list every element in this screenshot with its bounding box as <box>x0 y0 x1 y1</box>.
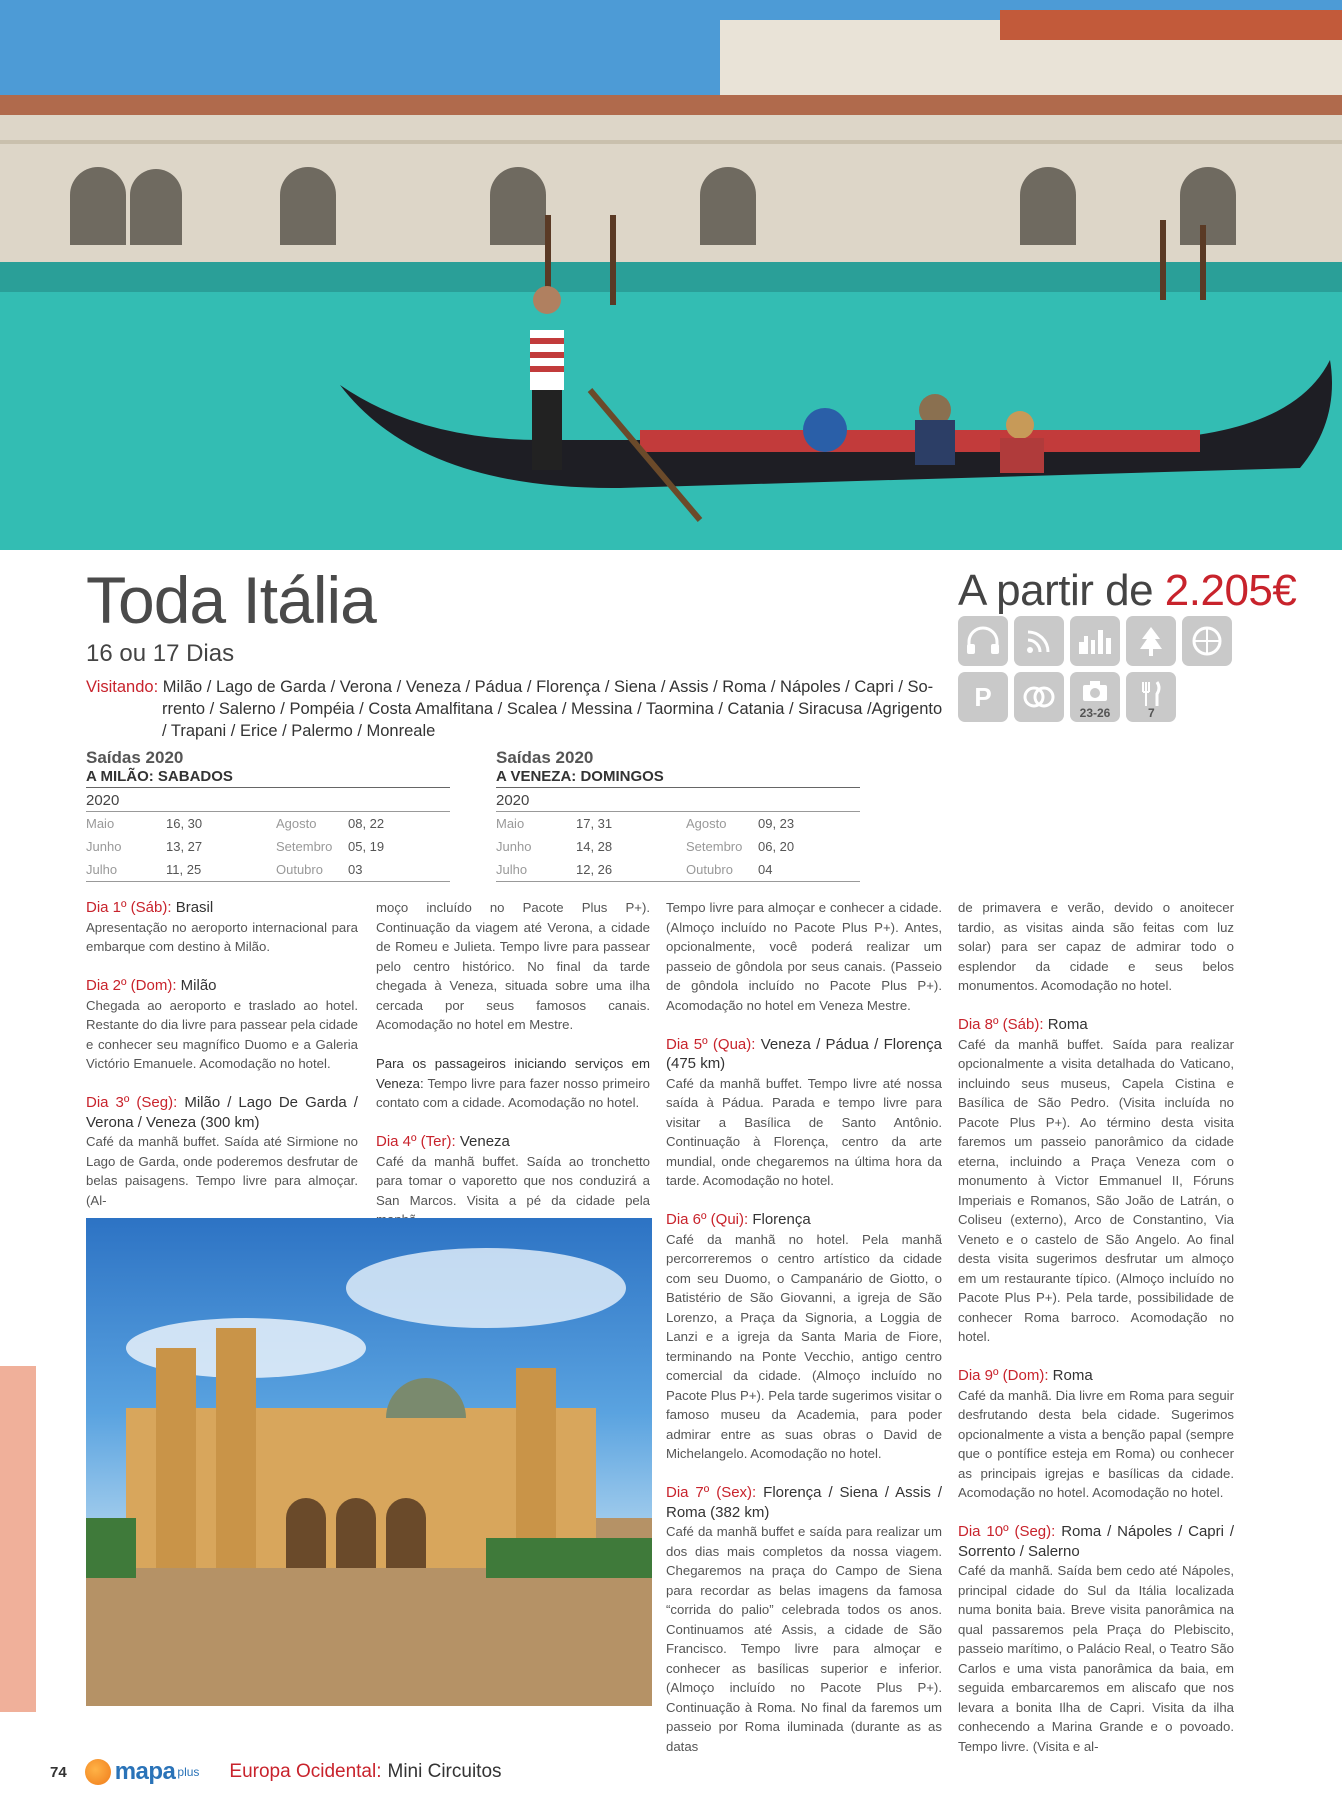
day-7-heading: Dia 7º (Sex): Florença / Siena / Assis / Roma (382 km) <box>666 1484 943 1521</box>
day-8-heading: Dia 8º (Sáb): Roma <box>958 1016 1088 1033</box>
dates-cell: 08, 22 <box>348 816 385 831</box>
day-3-text: Café da manhã buffet. Saída até Sirmione no Lago de Garda, onde poderemos desfrutar de belas paisagens. Tempo livre para almoçar. (Al- <box>86 1134 358 1208</box>
rings-icon <box>1014 672 1064 722</box>
day-7 <box>666 1483 942 1756</box>
visiting-line-2: rrento / Salerno / Pompéia / Costa Amalfitana / Scalea / Messina / Taormina / Catania / Siracusa /Agrigento <box>162 700 943 718</box>
departures-venice-heading: Saídas 2020 <box>496 748 594 767</box>
day-9-heading: Dia 9º (Dom): Roma <box>958 1367 1093 1384</box>
brand-logo-plus: plus <box>177 1765 200 1779</box>
camera-label: 23-26 <box>1079 706 1111 720</box>
day-9 <box>958 1366 1234 1503</box>
table-row <box>496 812 860 835</box>
dates-cell: 14, 28 <box>576 839 613 854</box>
day-7-continued: de primavera e verão, devido o anoitecer tardio, as visitas ainda são feitas com luz solar) para ser capaz de admirar todo o esplendor da cidade e seus belos monumentos. Acomodação no hotel. <box>958 900 1234 993</box>
month-cell: Outubro <box>276 862 323 877</box>
month-cell: Junho <box>496 839 532 854</box>
day-1-text: Apresentação no aeroporto internacional para embarque com destino à Milão. <box>86 919 358 954</box>
table-row <box>496 858 860 881</box>
dates-cell: 16, 30 <box>166 816 203 831</box>
service-icons <box>958 616 1248 722</box>
day-3-heading: Dia 3º (Seg): Milão / Lago De Garda / Verona / Veneza (300 km) <box>86 1094 358 1131</box>
mapa-logo-icon <box>85 1759 111 1785</box>
day-4 <box>376 1132 650 1230</box>
venice-start-note-label: Para os passageiros iniciando serviços em Veneza: <box>376 1056 650 1091</box>
itinerary-column-2 <box>376 898 650 1249</box>
day-8 <box>958 1015 1234 1347</box>
visiting-line-3: / Trapani / Erice / Palermo / Monreale <box>162 722 436 740</box>
departures-milan-heading: Saídas 2020 <box>86 748 184 767</box>
price-block <box>958 566 1296 616</box>
table-row <box>86 858 450 881</box>
departures-milan-table <box>86 812 450 881</box>
wifi-icon <box>1014 616 1064 666</box>
departures-venice-table <box>496 812 860 881</box>
dates-cell: 09, 23 <box>758 816 795 831</box>
itinerary-column-4 <box>958 898 1234 1776</box>
divider <box>496 881 860 882</box>
dates-cell: 05, 19 <box>348 839 385 854</box>
day-9-text: Café da manhã. Dia livre em Roma para seguir desfrutando desta bela cidade. Sugerimos opcionalmente a vista a benção papal (sempre que o pontífice esteja em Roma) ou conhecer as principais igrejas e basílicas da cidade. Acomodação no hotel. Acomodação no hotel. <box>958 1387 1234 1500</box>
month-cell: Maio <box>86 816 115 831</box>
dates-cell: 17, 31 <box>576 816 613 831</box>
table-row <box>496 835 860 858</box>
day-2-heading: Dia 2º (Dom): Milão <box>86 977 217 994</box>
departures-venice-year: 2020 <box>496 792 860 812</box>
table-row <box>86 835 450 858</box>
month-cell: Outubro <box>686 862 733 877</box>
palermo-cathedral-photo <box>86 1218 652 1706</box>
visiting-list <box>86 676 946 742</box>
dates-cell: 12, 26 <box>576 862 613 877</box>
dates-cell: 13, 27 <box>166 839 203 854</box>
departures-milan-sub: A MILÃO: SABADOS <box>86 768 450 788</box>
day-4-continued: Tempo livre para almoçar e conhecer a cidade. (Almoço incluído no Pacote Plus P+). Antes, opcionalmente, você poderá realizar um passeio de gôndola por seus canais. (Passeio de gôndola incluído no Pacote Plus P+). Acomodação no hotel em Veneza Mestre. <box>666 900 942 1013</box>
month-cell: Maio <box>496 816 525 831</box>
section-color-tab <box>0 1366 36 1712</box>
day-1 <box>86 898 358 957</box>
day-10-heading: Dia 10º (Seg): Roma / Nápoles / Capri / Sorrento / Salerno <box>958 1523 1235 1560</box>
hero-illustration <box>0 0 1342 550</box>
venice-start-note <box>376 1054 650 1113</box>
visiting-line-1: Milão / Lago de Garda / Verona / Veneza / Pádua / Florença / Siena / Assis / Roma / Nápoles / Capri / So- <box>162 678 934 696</box>
day-5 <box>666 1035 942 1191</box>
month-cell: Setembro <box>686 839 743 854</box>
price-amount: 2.205€ <box>1164 566 1297 615</box>
page-number: 74 <box>50 1763 67 1781</box>
departures-venice-sub: A VENEZA: DOMINGOS <box>496 768 860 788</box>
day-6 <box>666 1210 942 1464</box>
meals-label: 7 <box>1148 706 1155 720</box>
departures-milan <box>86 748 450 882</box>
pacote-plus-icon <box>958 672 1008 722</box>
page-footer <box>50 1758 502 1786</box>
day-3-continued: moço incluído no Pacote Plus P+). Continuação da viagem até Verona, a cidade de Romeu e Julieta. Tempo livre para passear pelo centro histórico. No final da tarde chegada à Veneza, situada sobre uma ilha cercada por seus famosos canais. Acomodação no hotel em Mestre. <box>376 900 650 1032</box>
footer-section: Europa Ocidental: <box>229 1761 382 1782</box>
headphones-icon <box>958 616 1008 666</box>
camera-icon <box>1070 672 1120 722</box>
month-cell: Agosto <box>686 816 727 831</box>
month-cell: Agosto <box>276 816 317 831</box>
dates-cell: 11, 25 <box>166 862 202 877</box>
day-7-text: Café da manhã buffet e saída para realizar um dos dias mais completos da nossa viagem. Chegaremos na praça do Campo de Siena para recordar as belas imagens da famosa “corrida do palio” celebrada todos os anos. Continuamos até Assis, a cidade de São Francisco. Tempo livre para almoçar e conhecer as basílicas superior e inferior. (Almoço incluído no Pacote Plus P+). Continuação à Roma. No final da faremos um passeio por Roma iluminada (durante as as datas <box>666 1524 942 1754</box>
table-row <box>86 812 450 835</box>
day-10 <box>958 1522 1234 1756</box>
globe-icon <box>1182 616 1232 666</box>
day-8-text: Café da manhã buffet. Saída para realizar opcionalmente a visita detalhada do Vaticano, incluindo seus museus, Capela Cistina e Basílica de São Pedro. (Visita incluída no Pacote Plus P+). Ao término desta visita faremos um passeio panorâmico da cidade eterna, incluindo a Praça Veneza com o monumento à Victor Emmanuel II, Fóruns Imperiais e Romanos, São João de Latrán, o Coliseu (externo), Arco de Constantino, Via Veneto e o castelo de São Angelo. Ao final desta visita sugerimos desfrutar um almoço em um restaurante típico. (Almoço incluído no Pacote Plus P+). Pela tarde, possibilidade de conhecer Roma barroco. Acomodação no hotel. <box>958 1036 1234 1344</box>
cathedral-illustration <box>86 1218 652 1706</box>
day-6-text: Café da manhã no hotel. Pela manhã percorreremos o centro artístico da cidade com seu Duomo, o Campanário de Giotto, o Batistério de São Giovanni, a igreja de São Lorenzo, a Praça da Signoria, a Loggia de Lanzi e a igreja da Santa Maria de Fiore, terminando na Ponte Vecchio, antigo centro comercial da cidade. (Almoço incluído no Pacote Plus P+). Pela tarde sugerimos visitar o famoso museu da Academia, para poder admirar entre as suas obras o David de Michelangelo. Acomodação no hotel. <box>666 1231 942 1461</box>
day-1-heading: Dia 1º (Sáb): Brasil <box>86 899 214 916</box>
day-2-text: Chegada ao aeroporto e traslado ao hotel. Restante do dia livre para passear pela cidade e conhecer seu magnífico Duomo e a Galeria Victório Emanuele. Acomodação no hotel. <box>86 997 358 1071</box>
day-5-heading: Dia 5º (Qua): Veneza / Pádua / Florença (475 km) <box>666 1035 943 1072</box>
day-10-text: Café da manhã. Saída bem cedo até Nápoles, principal cidade do Sul da Itália localizada numa bonita baia. Breve visita panorâmica na qual passaremos pela Praça do Plebiscito, passeio marítimo, o Palácio Real, o Teatro São Carlos e uma vista panorâmica da baia, em seguida embarcaremos em aliscafo que nos levara a bonita Ilha de Capri. Visita da ilha conhecendo a Marina Grande e o povoado. Tempo livre. (Visita e al- <box>958 1563 1234 1754</box>
venice-start-note-text: Tempo livre para fazer nosso primeiro contato com a cidade. Acomodação no hotel. <box>376 1075 650 1110</box>
dates-cell: 03 <box>348 862 363 877</box>
hero-photo-venice-gondola <box>0 0 1342 550</box>
month-cell: Julho <box>496 862 528 877</box>
departures-venice <box>496 748 860 882</box>
itinerary-column-1 <box>86 898 358 1230</box>
page-title: Toda Itália <box>86 563 376 637</box>
day-4-text: Café da manhã buffet. Saída ao tronchetto para tomar o vaporetto que nos conduzirá a San Marcos. Visita a pé da cidade pela <box>376 1153 650 1208</box>
month-cell: Setembro <box>276 839 333 854</box>
month-cell: Julho <box>86 862 118 877</box>
meals-icon <box>1126 672 1176 722</box>
footer-subsection: Mini Circuitos <box>387 1761 502 1782</box>
itinerary-column-3 <box>666 898 942 1776</box>
tree-icon <box>1126 616 1176 666</box>
visiting-label: Visitando: <box>86 678 159 696</box>
day-4-heading: Dia 4º (Ter): Veneza <box>376 1133 510 1150</box>
pacote-plus-label: P <box>974 681 992 712</box>
trip-duration: 16 ou 17 Dias <box>86 640 235 667</box>
day-2 <box>86 976 358 1074</box>
price-prefix: A partir de <box>958 566 1154 615</box>
brand-logo-text: mapa <box>114 1758 176 1785</box>
day-6-heading: Dia 6º (Qui): Florença <box>666 1211 811 1228</box>
departures-milan-year: 2020 <box>86 792 450 812</box>
month-cell: Junho <box>86 839 122 854</box>
dates-cell: 06, 20 <box>758 839 795 854</box>
divider <box>86 881 450 882</box>
dates-cell: 04 <box>758 862 773 877</box>
city-skyline-icon <box>1070 616 1120 666</box>
day-3 <box>86 1093 358 1210</box>
day-5-text: Café da manhã buffet. Tempo livre até nossa saída à Pádua. Parada e tempo livre para visitar a Basílica de Santo Antônio. Continuação à Florença, centro da arte mundial, onde chegaremos na última hora da tarde. Acomodação no hotel. <box>666 1075 942 1188</box>
